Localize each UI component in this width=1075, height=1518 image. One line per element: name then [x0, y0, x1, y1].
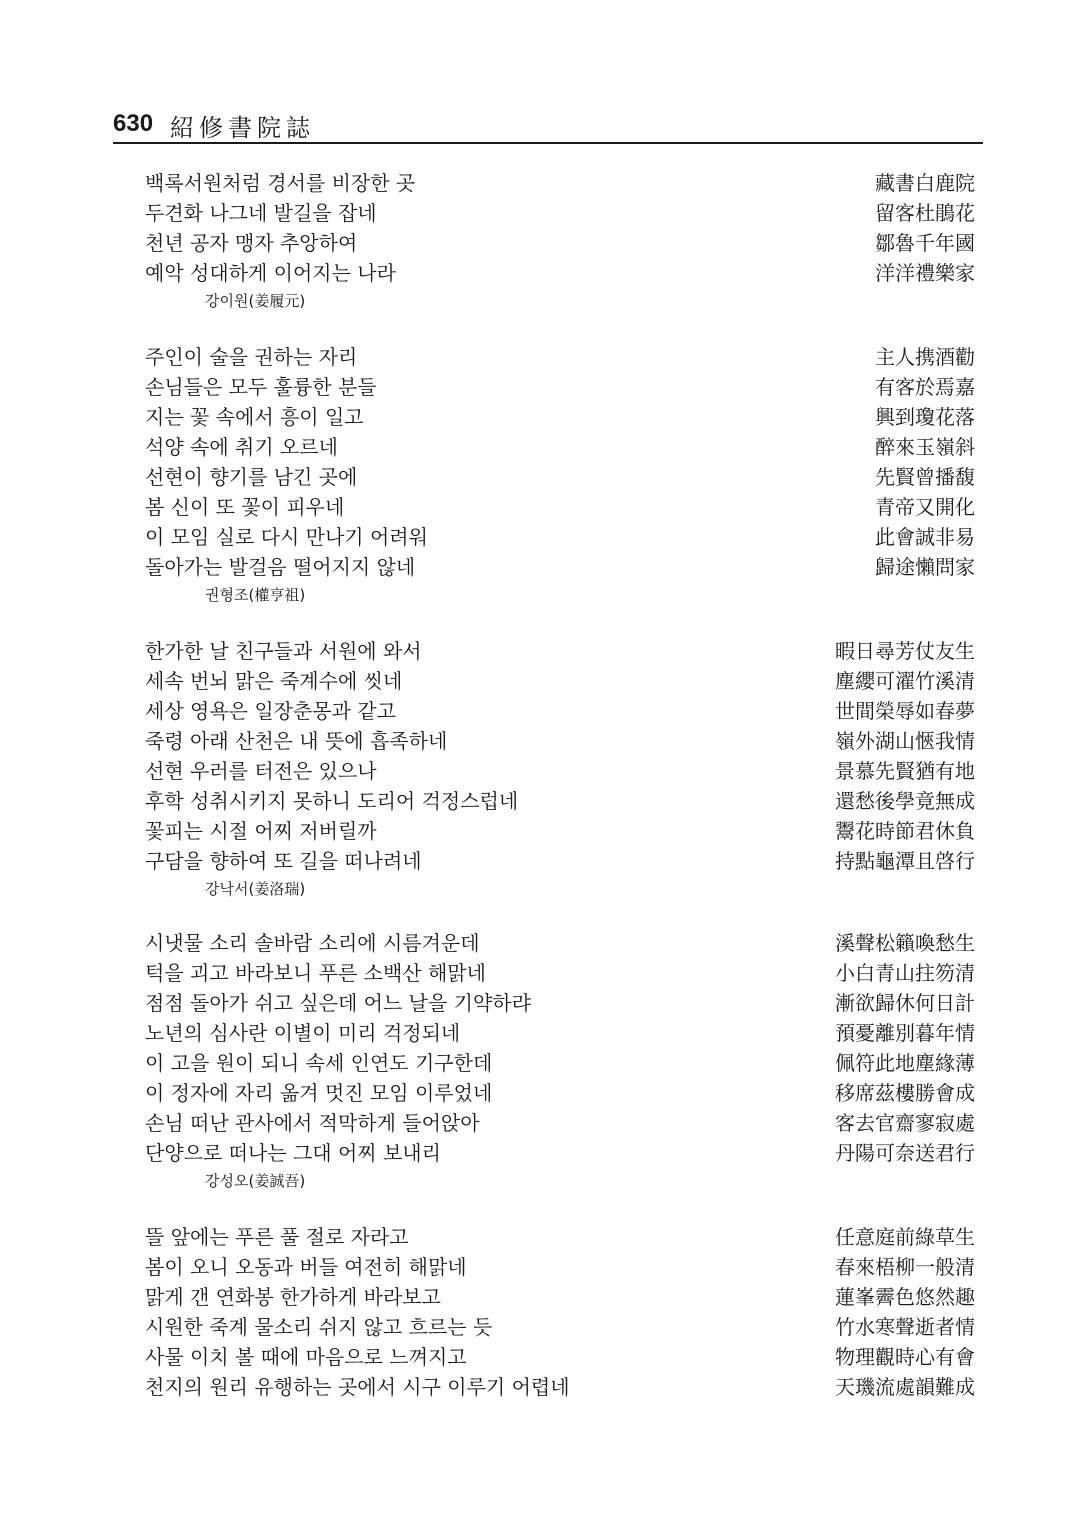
chinese-original: 小白青山拄笏清: [835, 961, 975, 985]
korean-translation: 턱을 괴고 바라보니 푸른 소백산 해맑네: [145, 961, 486, 985]
verse-line: [145, 1108, 975, 1138]
verse-line: [145, 342, 975, 372]
chinese-original: 天璣流處韻難成: [835, 1375, 975, 1399]
verse-line: [145, 168, 975, 198]
chinese-original: 丹陽可奈送君行: [835, 1141, 975, 1165]
korean-translation: 한가한 날 친구들과 서원에 와서: [145, 639, 422, 663]
verse-line: [145, 552, 975, 582]
verse-line: [145, 846, 975, 876]
author-name: 강성오(姜誠吾): [205, 1172, 306, 1190]
author-name: 권형조(權亨祖): [205, 586, 306, 604]
verse-line: [145, 958, 975, 988]
korean-translation: 꽃피는 시절 어찌 저버릴까: [145, 819, 377, 843]
chinese-original: 藏書白鹿院: [875, 171, 975, 195]
chinese-original: 世間榮辱如春夢: [835, 699, 975, 723]
verse-line: [145, 1138, 975, 1168]
verse-line: [145, 228, 975, 258]
poem-block: [145, 928, 975, 1194]
poem-block: [145, 636, 975, 902]
korean-translation: 손님 떠난 관사에서 적막하게 들어앉아: [145, 1111, 480, 1135]
korean-translation: 세상 영욕은 일장춘몽과 같고: [145, 699, 396, 723]
chinese-original: 此會誠非易: [875, 525, 975, 549]
page-number: 630: [113, 110, 154, 137]
verse-line: [145, 1018, 975, 1048]
korean-translation: 천년 공자 맹자 추앙하여: [145, 231, 358, 255]
poem-author: [145, 876, 975, 902]
chinese-original: 主人携酒勸: [875, 345, 975, 369]
verse-line: [145, 756, 975, 786]
verse-line: [145, 522, 975, 552]
chinese-original: 暇日尋芳仗友生: [835, 639, 975, 663]
korean-translation: 두견화 나그네 발길을 잡네: [145, 201, 377, 225]
chinese-original: 持點龜潭且啓行: [835, 849, 975, 873]
korean-translation: 선현 우러를 터전은 있으나: [145, 759, 377, 783]
verse-line: [145, 372, 975, 402]
chinese-original: 還愁後學竟無成: [835, 789, 975, 813]
page-header: [113, 108, 983, 144]
verse-line: [145, 816, 975, 846]
chinese-original: 移席茲樓勝會成: [835, 1081, 975, 1105]
chinese-original: 醉來玉嶺斜: [875, 435, 975, 459]
verse-line: [145, 1312, 975, 1342]
verse-line: [145, 1048, 975, 1078]
korean-translation: 노년의 심사란 이별이 미리 걱정되네: [145, 1021, 461, 1045]
korean-translation: 돌아가는 발걸음 떨어지지 않네: [145, 555, 416, 579]
verse-line: [145, 492, 975, 522]
chinese-original: 洋洋禮樂家: [875, 261, 975, 285]
verse-line: [145, 1372, 975, 1402]
verse-line: [145, 1282, 975, 1312]
chinese-original: 青帝又開化: [875, 495, 975, 519]
verse-line: [145, 432, 975, 462]
chinese-original: 塵纓可濯竹溪清: [835, 669, 975, 693]
verse-line: [145, 1252, 975, 1282]
chinese-original: 春來梧柳一般清: [835, 1255, 975, 1279]
verse-line: [145, 1222, 975, 1252]
chinese-original: 鄒魯千年國: [875, 231, 975, 255]
chinese-original: 有客於焉嘉: [875, 375, 975, 399]
korean-translation: 세속 번뇌 맑은 죽계수에 씻네: [145, 669, 403, 693]
verse-line: [145, 988, 975, 1018]
chinese-original: 景慕先賢猶有地: [835, 759, 975, 783]
verse-line: [145, 1078, 975, 1108]
chinese-original: 留客杜鵑花: [875, 201, 975, 225]
author-name: 강이원(姜履元): [205, 292, 306, 310]
book-title: 紹修書院誌: [170, 114, 315, 142]
korean-translation: 손님들은 모두 훌륭한 분들: [145, 375, 377, 399]
poem-block: [145, 1222, 975, 1402]
chinese-original: 蓮峯霽色悠然趣: [835, 1285, 975, 1309]
korean-translation: 석양 속에 취기 오르네: [145, 435, 338, 459]
poem-author: [145, 1168, 975, 1194]
verse-line: [145, 696, 975, 726]
chinese-original: 竹水寒聲逝者情: [835, 1315, 975, 1339]
chinese-original: 預憂離別暮年情: [835, 1021, 975, 1045]
verse-line: [145, 726, 975, 756]
chinese-original: 物理觀時心有會: [835, 1345, 975, 1369]
poem-author: [145, 582, 975, 608]
chinese-original: 歸途懶問家: [875, 555, 975, 579]
korean-translation: 시냇물 소리 솔바람 소리에 시름겨운데: [145, 931, 480, 955]
korean-translation: 맑게 갠 연화봉 한가하게 바라보고: [145, 1285, 441, 1309]
korean-translation: 예악 성대하게 이어지는 나라: [145, 261, 396, 285]
chinese-original: 溪聲松籟喚愁生: [835, 931, 975, 955]
chinese-original: 興到瓊花落: [875, 405, 975, 429]
chinese-original: 嶺外湖山愜我情: [835, 729, 975, 753]
verse-line: [145, 1342, 975, 1372]
korean-translation: 죽령 아래 산천은 내 뜻에 흡족하네: [145, 729, 448, 753]
korean-translation: 점점 돌아가 쉬고 싶은데 어느 날을 기약하랴: [145, 991, 531, 1015]
korean-translation: 이 고을 원이 되니 속세 인연도 기구한데: [145, 1051, 493, 1075]
chinese-original: 漸欲歸休何日計: [835, 991, 975, 1015]
korean-translation: 시원한 죽계 물소리 쉬지 않고 흐르는 듯: [145, 1315, 493, 1339]
korean-translation: 주인이 술을 권하는 자리: [145, 345, 358, 369]
korean-translation: 뜰 앞에는 푸른 풀 절로 자라고: [145, 1225, 409, 1249]
verse-line: [145, 198, 975, 228]
poem-block: [145, 168, 975, 314]
verse-line: [145, 666, 975, 696]
verse-line: [145, 786, 975, 816]
verse-line: [145, 636, 975, 666]
poem-block: [145, 342, 975, 608]
chinese-original: 佩符此地塵緣薄: [835, 1051, 975, 1075]
korean-translation: 천지의 원리 유행하는 곳에서 시구 이루기 어렵네: [145, 1375, 570, 1399]
verse-line: [145, 258, 975, 288]
korean-translation: 선현이 향기를 남긴 곳에: [145, 465, 358, 489]
chinese-original: 任意庭前綠草生: [835, 1225, 975, 1249]
verse-line: [145, 928, 975, 958]
korean-translation: 지는 꽃 속에서 흥이 일고: [145, 405, 364, 429]
korean-translation: 봄이 오니 오동과 버들 여전히 해맑네: [145, 1255, 467, 1279]
chinese-original: 客去官齋寥寂處: [835, 1111, 975, 1135]
korean-translation: 이 모임 실로 다시 만나기 어려워: [145, 525, 428, 549]
korean-translation: 백록서원처럼 경서를 비장한 곳: [145, 171, 416, 195]
korean-translation: 단양으로 떠나는 그대 어찌 보내리: [145, 1141, 441, 1165]
korean-translation: 이 정자에 자리 옮겨 멋진 모임 이루었네: [145, 1081, 493, 1105]
korean-translation: 봄 신이 또 꽃이 피우네: [145, 495, 345, 519]
chinese-original: 先賢曾播馥: [875, 465, 975, 489]
korean-translation: 구담을 향하여 또 길을 떠나려네: [145, 849, 422, 873]
korean-translation: 사물 이치 볼 때에 마음으로 느껴지고: [145, 1345, 467, 1369]
verse-line: [145, 462, 975, 492]
author-name: 강낙서(姜洛瑞): [205, 880, 306, 898]
korean-translation: 후학 성취시키지 못하니 도리어 걱정스럽네: [145, 789, 519, 813]
poem-author: [145, 288, 975, 314]
chinese-original: 鬻花時節君休負: [835, 819, 975, 843]
verse-line: [145, 402, 975, 432]
